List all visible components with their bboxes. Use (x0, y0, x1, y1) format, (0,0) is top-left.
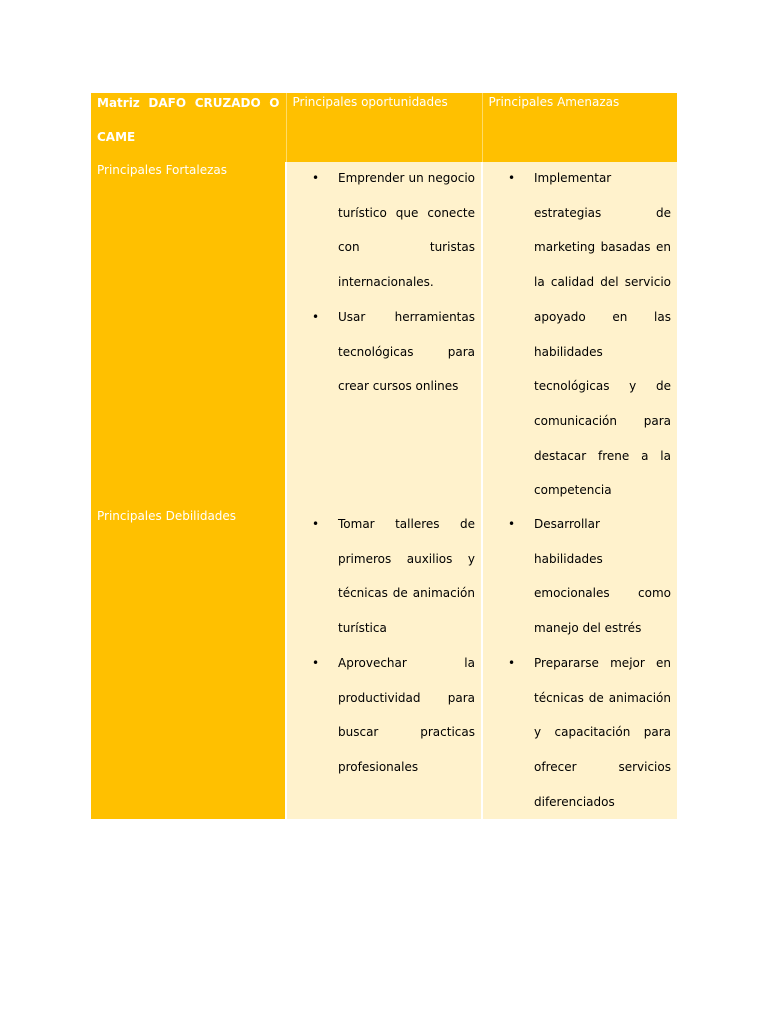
cell-fa (482, 162, 677, 508)
item-text: Usar herramientas tecnológicas para crear cursos onlines (338, 309, 475, 394)
cell-da (482, 508, 677, 819)
came-matrix-table (91, 93, 677, 819)
item-text: Tomar talleres de primeros auxilios y técnicas de animación turística (338, 517, 475, 636)
list-item (287, 507, 475, 646)
list-item (483, 646, 671, 820)
list-item (287, 300, 475, 404)
item-text: Aprovechar la productividad para buscar practicas profesionales (338, 655, 475, 774)
header-amenazas: Principales Amenazas (482, 93, 677, 162)
cell-do (286, 508, 482, 819)
list-item (287, 646, 475, 785)
item-text: Prepararse mejor en técnicas de animación y capacitación para ofrecer servicios diferenciados (534, 655, 671, 809)
bullet-icon: • (312, 171, 320, 185)
item-text: Desarrollar habilidades emocionales como manejo del estrés (534, 517, 671, 636)
list-item (483, 507, 671, 646)
header-row (91, 93, 677, 162)
bullet-icon: • (312, 309, 320, 324)
list-item (287, 161, 475, 300)
corner-cell (91, 93, 286, 162)
bullet-icon: • (508, 171, 516, 185)
item-text: Emprender un negocio turístico que conecte con turistas internacionales. (338, 171, 475, 290)
item-text: Implementar estrategias de marketing basadas en la calidad del servicio apoyado en las habilidades tecnológicas y de comunicación para destacar frene a la competencia (534, 171, 671, 498)
bullet-icon: • (312, 655, 320, 670)
row-fortalezas (91, 162, 677, 508)
row-debilidades (91, 508, 677, 819)
bullet-icon: • (312, 517, 320, 532)
list-item (483, 161, 671, 508)
header-oportunidades: Principales oportunidades (286, 93, 482, 162)
matrix-title: Matriz DAFO CRUZADO O CAME (97, 96, 280, 144)
cell-fo (286, 162, 482, 508)
row-label-fortalezas: Principales Fortalezas (91, 162, 286, 508)
row-label-debilidades: Principales Debilidades (91, 508, 286, 819)
bullet-icon: • (508, 517, 516, 532)
bullet-icon: • (508, 655, 516, 670)
